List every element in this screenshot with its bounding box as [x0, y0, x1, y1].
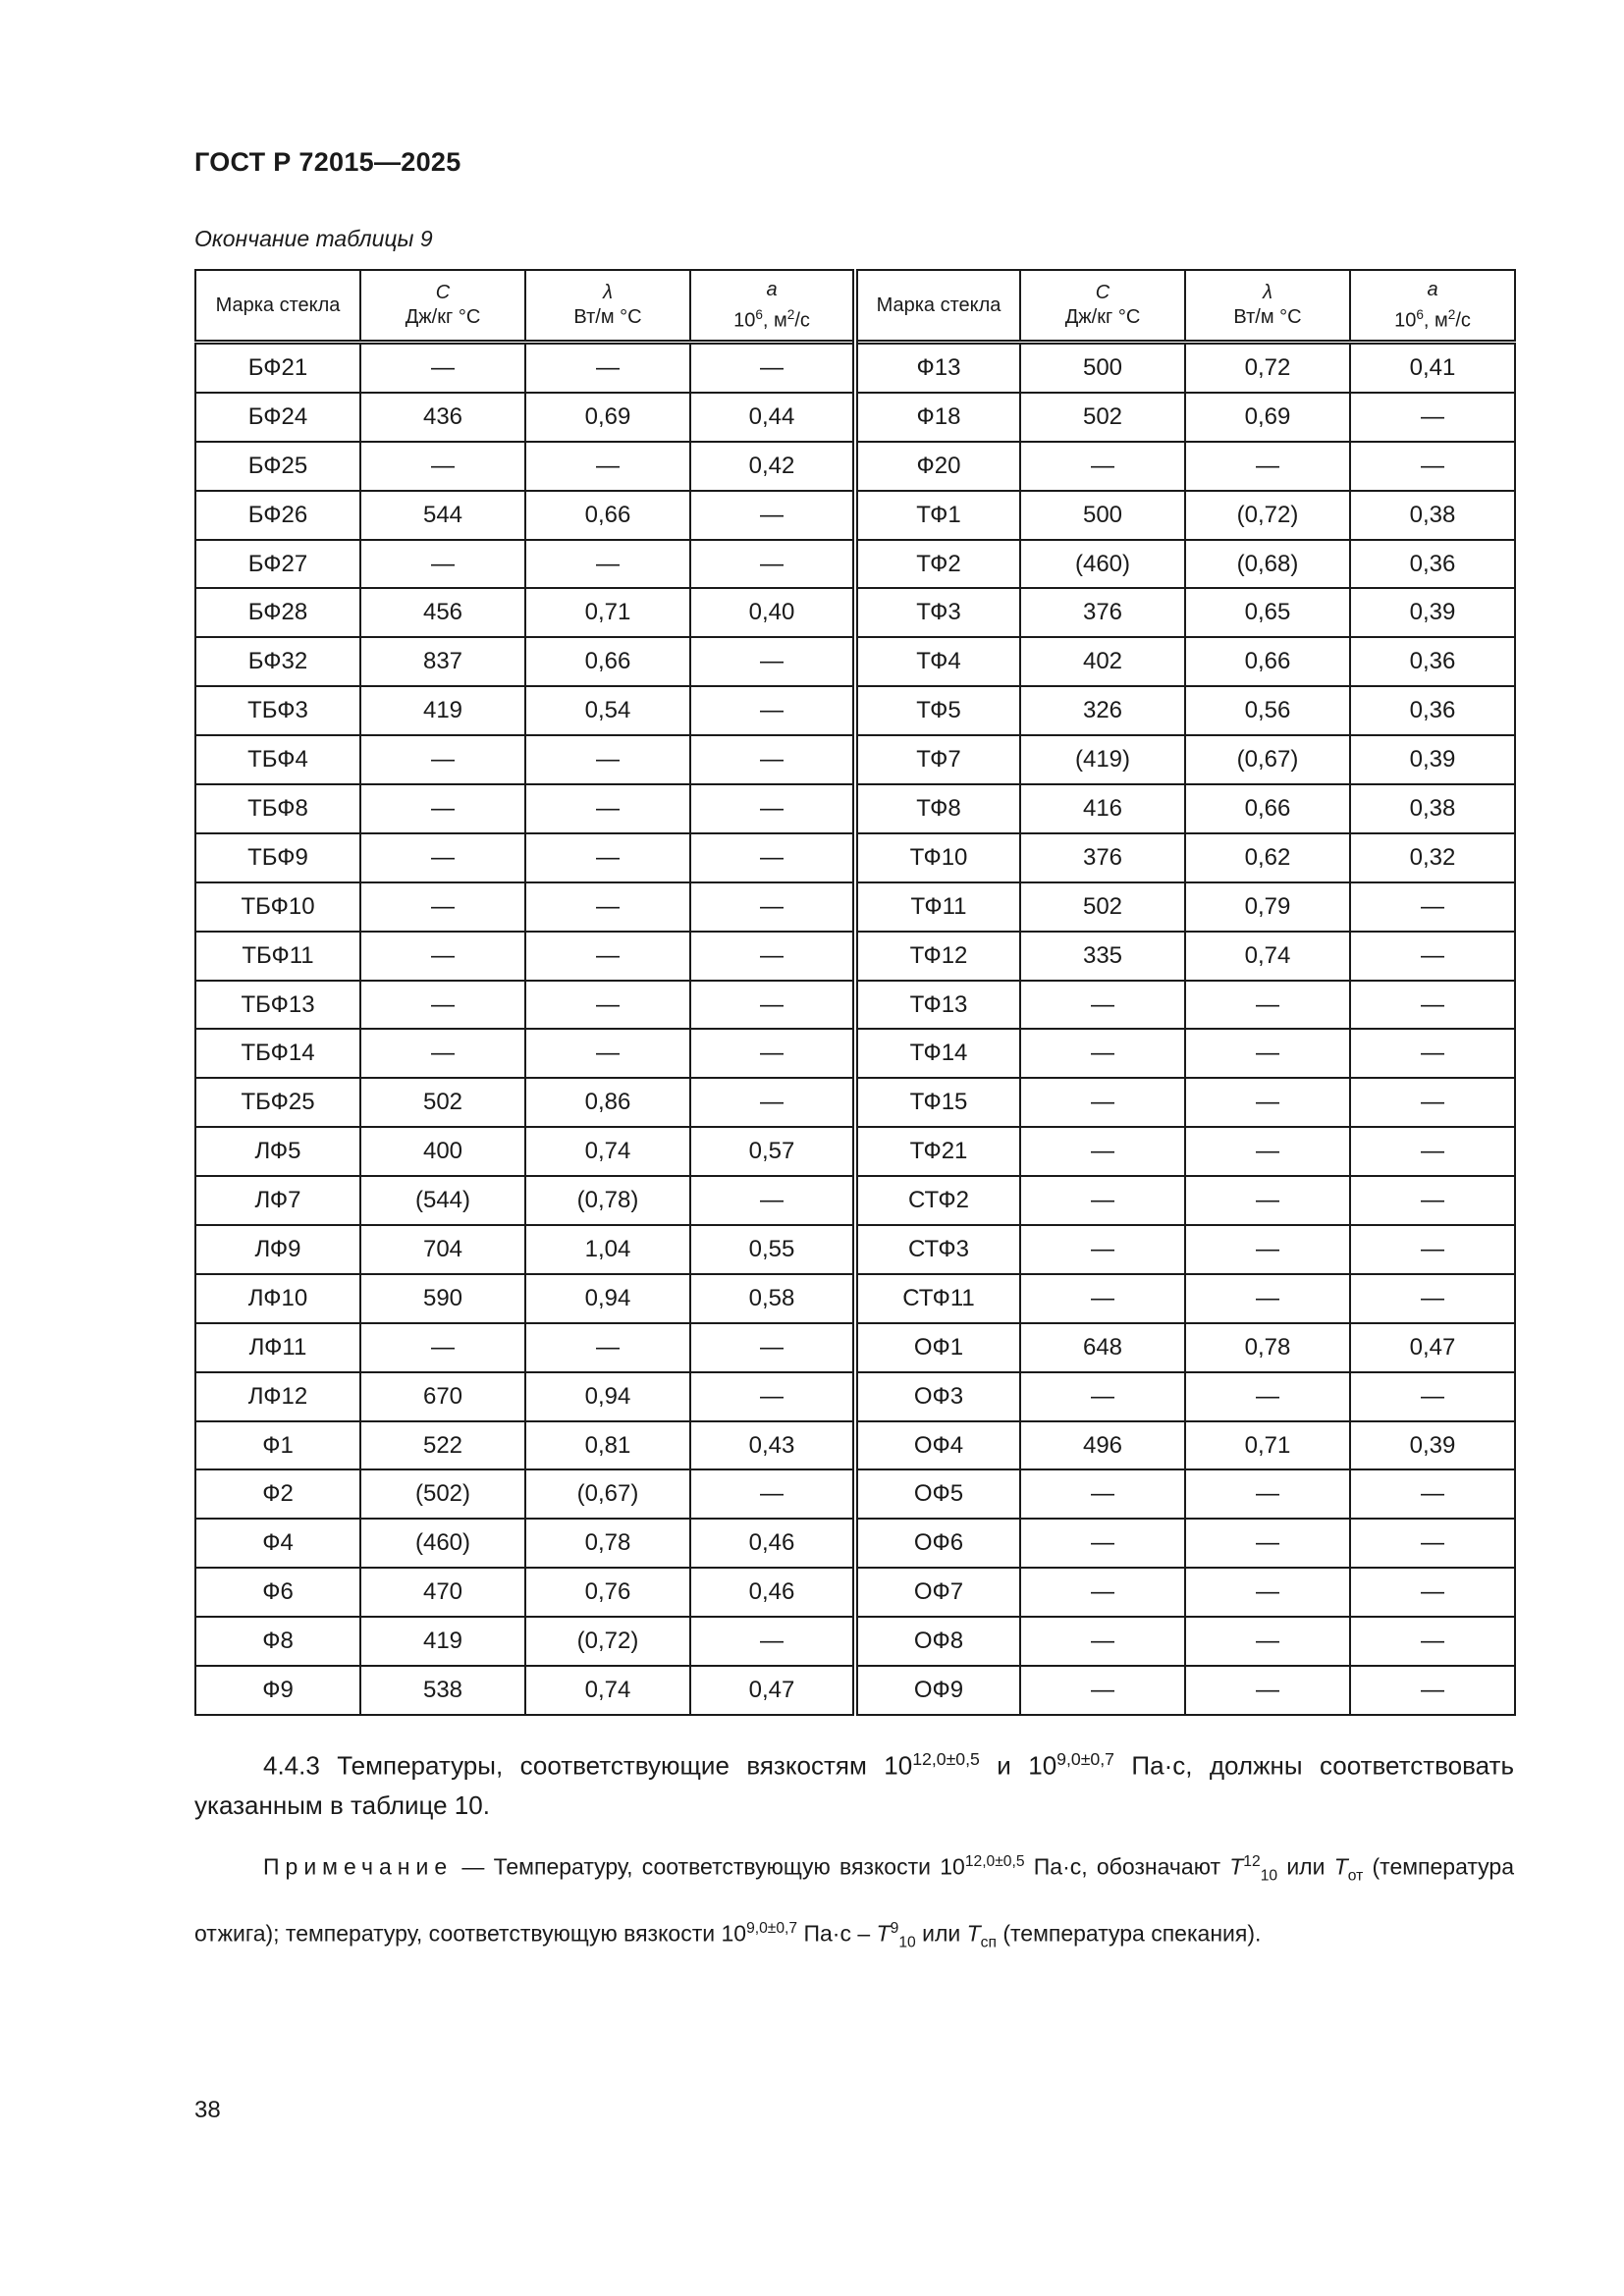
- table-cell: —: [1350, 1225, 1515, 1274]
- table-cell: СТФ2: [855, 1176, 1020, 1225]
- table-cell: ТБФ25: [195, 1078, 360, 1127]
- table-cell: (419): [1020, 735, 1185, 784]
- table-cell: (502): [360, 1469, 525, 1519]
- table-cell: 0,47: [1350, 1323, 1515, 1372]
- table-header-row: [195, 270, 1515, 343]
- table-cell: 0,66: [1185, 637, 1350, 686]
- page-number: 38: [194, 2097, 221, 2123]
- table-cell: СТФ3: [855, 1225, 1020, 1274]
- table-cell: ТБФ11: [195, 932, 360, 981]
- table-cell: 538: [360, 1666, 525, 1715]
- table-cell: 502: [1020, 393, 1185, 442]
- table-cell: 419: [360, 686, 525, 735]
- table-cell: —: [1020, 1568, 1185, 1617]
- table-cell: —: [1350, 1666, 1515, 1715]
- table-row: [195, 1274, 1515, 1323]
- table-cell: —: [525, 442, 690, 491]
- table-cell: —: [1350, 1469, 1515, 1519]
- table-cell: 0,74: [525, 1666, 690, 1715]
- table-cell: —: [690, 1176, 855, 1225]
- document-header: ГОСТ Р 72015—2025: [194, 147, 461, 177]
- table-cell: 0,71: [525, 588, 690, 637]
- table-cell: —: [525, 981, 690, 1030]
- table-row: [195, 686, 1515, 735]
- table-cell: 470: [360, 1568, 525, 1617]
- table-cell: —: [360, 932, 525, 981]
- table-cell: ОФ3: [855, 1372, 1020, 1421]
- table-row: [195, 735, 1515, 784]
- table-cell: 0,43: [690, 1421, 855, 1470]
- table-row: [195, 343, 1515, 393]
- table-cell: БФ24: [195, 393, 360, 442]
- table-cell: 0,78: [1185, 1323, 1350, 1372]
- table-cell: 0,57: [690, 1127, 855, 1176]
- table-row: [195, 1421, 1515, 1470]
- table-cell: 500: [1020, 491, 1185, 540]
- table-cell: ТФ8: [855, 784, 1020, 833]
- table-cell: —: [525, 833, 690, 882]
- table-cell: —: [360, 784, 525, 833]
- table-cell: БФ26: [195, 491, 360, 540]
- table-cell: —: [690, 932, 855, 981]
- table-cell: 402: [1020, 637, 1185, 686]
- table-cell: (0,78): [525, 1176, 690, 1225]
- table-cell: ТФ11: [855, 882, 1020, 932]
- table-cell: —: [360, 540, 525, 589]
- table-cell: 376: [1020, 588, 1185, 637]
- table-cell: 0,39: [1350, 588, 1515, 637]
- table-cell: Ф8: [195, 1617, 360, 1666]
- table-cell: —: [360, 735, 525, 784]
- table-cell: 0,81: [525, 1421, 690, 1470]
- header-lambda-right: [1185, 270, 1350, 343]
- table-cell: 0,42: [690, 442, 855, 491]
- table-row: [195, 833, 1515, 882]
- table-cell: ТФ2: [855, 540, 1020, 589]
- table-cell: —: [1350, 1617, 1515, 1666]
- table-cell: 456: [360, 588, 525, 637]
- table-row: [195, 1078, 1515, 1127]
- table-cell: —: [1350, 1078, 1515, 1127]
- table-cell: —: [360, 1029, 525, 1078]
- table-cell: БФ32: [195, 637, 360, 686]
- table-cell: 0,71: [1185, 1421, 1350, 1470]
- table-cell: 0,36: [1350, 637, 1515, 686]
- table-cell: —: [360, 882, 525, 932]
- table-cell: 837: [360, 637, 525, 686]
- table-cell: 0,69: [525, 393, 690, 442]
- header-c-unit-right: Дж/кг °C: [1064, 306, 1141, 328]
- table-cell: 0,46: [690, 1568, 855, 1617]
- table-cell: —: [1350, 932, 1515, 981]
- table-cell: ОФ6: [855, 1519, 1020, 1568]
- table-cell: —: [1350, 1127, 1515, 1176]
- table-cell: (0,67): [525, 1469, 690, 1519]
- table-cell: 0,69: [1185, 393, 1350, 442]
- table-cell: —: [525, 882, 690, 932]
- table-cell: —: [690, 735, 855, 784]
- table-cell: 0,47: [690, 1666, 855, 1715]
- table-cell: 0,38: [1350, 784, 1515, 833]
- table-cell: —: [690, 1029, 855, 1078]
- table-cell: —: [1185, 981, 1350, 1030]
- table-cell: 0,65: [1185, 588, 1350, 637]
- table-row: [195, 1176, 1515, 1225]
- table-row: [195, 491, 1515, 540]
- table-cell: 590: [360, 1274, 525, 1323]
- table-cell: —: [690, 686, 855, 735]
- table-cell: —: [1185, 1469, 1350, 1519]
- table-row: [195, 784, 1515, 833]
- table-cell: 335: [1020, 932, 1185, 981]
- table-cell: —: [525, 784, 690, 833]
- table-cell: ТФ21: [855, 1127, 1020, 1176]
- table-cell: 670: [360, 1372, 525, 1421]
- table-cell: —: [360, 833, 525, 882]
- table-cell: —: [690, 540, 855, 589]
- table-row: [195, 1666, 1515, 1715]
- header-a-unit: $10^6$, $м^2/с$: [733, 306, 810, 332]
- table-cell: —: [360, 442, 525, 491]
- table-cell: —: [690, 1617, 855, 1666]
- table-cell: Ф1: [195, 1421, 360, 1470]
- table-cell: —: [525, 932, 690, 981]
- table-cell: 0,62: [1185, 833, 1350, 882]
- table-cell: 0,55: [690, 1225, 855, 1274]
- table-cell: 0,39: [1350, 1421, 1515, 1470]
- table-cell: 400: [360, 1127, 525, 1176]
- table-9: [194, 269, 1516, 1716]
- table-cell: ОФ1: [855, 1323, 1020, 1372]
- table-cell: ТФ1: [855, 491, 1020, 540]
- table-cell: (544): [360, 1176, 525, 1225]
- table-cell: ТФ7: [855, 735, 1020, 784]
- table-cell: ТБФ8: [195, 784, 360, 833]
- table-cell: —: [1350, 981, 1515, 1030]
- table-cell: —: [690, 491, 855, 540]
- table-cell: (0,72): [525, 1617, 690, 1666]
- header-a-symbol-right: a: [1427, 278, 1438, 300]
- table-cell: —: [1020, 1372, 1185, 1421]
- table-cell: 0,66: [525, 491, 690, 540]
- table-row: [195, 1323, 1515, 1372]
- table-cell: —: [525, 540, 690, 589]
- table-cell: (460): [1020, 540, 1185, 589]
- table-cell: —: [1185, 1127, 1350, 1176]
- table-cell: (460): [360, 1519, 525, 1568]
- table-cell: —: [1020, 1127, 1185, 1176]
- table-cell: 0,72: [1185, 343, 1350, 393]
- table-cell: 0,78: [525, 1519, 690, 1568]
- table-cell: 502: [1020, 882, 1185, 932]
- table-cell: 704: [360, 1225, 525, 1274]
- table-cell: ОФ7: [855, 1568, 1020, 1617]
- header-mark: Марка стекла: [195, 270, 360, 343]
- header-c-symbol: C: [435, 282, 451, 303]
- table-cell: ЛФ12: [195, 1372, 360, 1421]
- table-cell: 522: [360, 1421, 525, 1470]
- table-cell: 500: [1020, 343, 1185, 393]
- table-row: [195, 393, 1515, 442]
- table-cell: —: [1020, 981, 1185, 1030]
- header-lambda-symbol-right: λ: [1263, 282, 1272, 303]
- table-row: [195, 540, 1515, 589]
- table-cell: ЛФ10: [195, 1274, 360, 1323]
- table-cell: —: [1020, 1666, 1185, 1715]
- table-cell: —: [1350, 442, 1515, 491]
- table-cell: 0,66: [525, 637, 690, 686]
- table-cell: —: [1185, 1568, 1350, 1617]
- table-cell: ТФ4: [855, 637, 1020, 686]
- table-cell: —: [1185, 1666, 1350, 1715]
- table-cell: 0,46: [690, 1519, 855, 1568]
- header-c: [360, 270, 525, 343]
- header-c-symbol-right: C: [1095, 282, 1110, 303]
- header-mark-right: Марка стекла: [855, 270, 1020, 343]
- table-cell: 0,74: [525, 1127, 690, 1176]
- table-cell: 0,41: [1350, 343, 1515, 393]
- note-label: Примечание: [263, 1853, 454, 1880]
- table-cell: ТБФ9: [195, 833, 360, 882]
- table-row: [195, 981, 1515, 1030]
- table-cell: —: [525, 735, 690, 784]
- table-row: [195, 1617, 1515, 1666]
- header-c-unit: Дж/кг °C: [405, 306, 481, 328]
- table-cell: 0,94: [525, 1372, 690, 1421]
- table-cell: —: [1020, 1469, 1185, 1519]
- table-cell: —: [1020, 1029, 1185, 1078]
- table-cell: —: [690, 343, 855, 393]
- table-cell: —: [360, 1323, 525, 1372]
- table-cell: ТБФ4: [195, 735, 360, 784]
- table-cell: —: [1020, 1617, 1185, 1666]
- table-cell: —: [1185, 442, 1350, 491]
- table-cell: 0,54: [525, 686, 690, 735]
- table-cell: —: [360, 981, 525, 1030]
- table-row: [195, 1372, 1515, 1421]
- table-cell: ОФ4: [855, 1421, 1020, 1470]
- table-cell: —: [1350, 1372, 1515, 1421]
- table-cell: —: [525, 1323, 690, 1372]
- table-cell: —: [690, 637, 855, 686]
- table-cell: —: [690, 981, 855, 1030]
- table-row: [195, 1568, 1515, 1617]
- table-cell: БФ28: [195, 588, 360, 637]
- table-cell: 0,36: [1350, 540, 1515, 589]
- table-cell: 436: [360, 393, 525, 442]
- table-cell: 0,40: [690, 588, 855, 637]
- table-cell: СТФ11: [855, 1274, 1020, 1323]
- table-cell: —: [1185, 1176, 1350, 1225]
- table-cell: 0,66: [1185, 784, 1350, 833]
- table-cell: Ф20: [855, 442, 1020, 491]
- table-cell: ТФ3: [855, 588, 1020, 637]
- note: Примечание — Температуру, соответствующую вязкости $10^{12,0\pm 0,5}$ Па·с, обозначают $T^{12}_{10}$ или $T_{от}$ (температура отжига); температуру, соответствующую вязкости $10^{9,0\pm 0,7}$ $Па\cdot с - T^9_{10}$ или $T_{сп}$ (температура спекания).: [194, 1853, 1514, 1951]
- table-cell: ЛФ5: [195, 1127, 360, 1176]
- table-cell: —: [1020, 1176, 1185, 1225]
- table-cell: —: [1185, 1519, 1350, 1568]
- table-cell: БФ27: [195, 540, 360, 589]
- table-row: [195, 1127, 1515, 1176]
- table-cell: Ф6: [195, 1568, 360, 1617]
- table-row: [195, 588, 1515, 637]
- table-cell: Ф13: [855, 343, 1020, 393]
- table-row: [195, 1029, 1515, 1078]
- table-cell: —: [1350, 1029, 1515, 1078]
- table-cell: Ф9: [195, 1666, 360, 1715]
- table-cell: —: [1350, 1274, 1515, 1323]
- table-cell: —: [525, 1029, 690, 1078]
- table-cell: —: [690, 784, 855, 833]
- table-cell: —: [690, 1323, 855, 1372]
- table-cell: 648: [1020, 1323, 1185, 1372]
- table-cell: 502: [360, 1078, 525, 1127]
- table-cell: 0,79: [1185, 882, 1350, 932]
- header-lambda-symbol: λ: [603, 282, 613, 303]
- table-cell: ТФ10: [855, 833, 1020, 882]
- header-lambda: [525, 270, 690, 343]
- table-cell: —: [360, 343, 525, 393]
- header-a: [690, 270, 855, 343]
- header-a-right: [1350, 270, 1515, 343]
- table-row: [195, 442, 1515, 491]
- table-cell: ТФ5: [855, 686, 1020, 735]
- table-cell: —: [1020, 1274, 1185, 1323]
- table-cell: ТФ15: [855, 1078, 1020, 1127]
- table-cell: —: [1020, 442, 1185, 491]
- table-cell: 0,39: [1350, 735, 1515, 784]
- table-cell: ОФ9: [855, 1666, 1020, 1715]
- table-cell: ЛФ9: [195, 1225, 360, 1274]
- table-cell: —: [1185, 1225, 1350, 1274]
- table-cell: ТБФ10: [195, 882, 360, 932]
- table-row: [195, 1469, 1515, 1519]
- table-cell: 0,74: [1185, 932, 1350, 981]
- table-cell: ЛФ7: [195, 1176, 360, 1225]
- table-cell: ОФ5: [855, 1469, 1020, 1519]
- table-cell: 376: [1020, 833, 1185, 882]
- table-cell: —: [690, 882, 855, 932]
- table-cell: ТФ13: [855, 981, 1020, 1030]
- table-row: [195, 932, 1515, 981]
- table-cell: ОФ8: [855, 1617, 1020, 1666]
- table-cell: —: [1350, 882, 1515, 932]
- table-cell: ТБФ3: [195, 686, 360, 735]
- paragraph-4-4-3: 4.4.3 Температуры, соответствующие вязкостям $10^{12,0\pm 0,5}$ и $10^{9,0\pm 0,7}$ Па·с, должны соответствовать указанным в таблице 10.: [194, 1749, 1515, 1820]
- table-cell: —: [525, 343, 690, 393]
- table-cell: 416: [1020, 784, 1185, 833]
- table-cell: 544: [360, 491, 525, 540]
- header-a-unit-right: $10^6$, $м^2/с$: [1394, 306, 1471, 332]
- table-cell: —: [1350, 1568, 1515, 1617]
- table-cell: —: [1350, 1519, 1515, 1568]
- table-row: [195, 1519, 1515, 1568]
- table-cell: 0,76: [525, 1568, 690, 1617]
- table-cell: Ф4: [195, 1519, 360, 1568]
- table-cell: —: [1185, 1029, 1350, 1078]
- table-cell: (0,68): [1185, 540, 1350, 589]
- table-cell: —: [1350, 1176, 1515, 1225]
- table-cell: —: [690, 1372, 855, 1421]
- table-cell: БФ25: [195, 442, 360, 491]
- table-cell: —: [1020, 1519, 1185, 1568]
- table-cell: (0,72): [1185, 491, 1350, 540]
- table-cell: —: [690, 1469, 855, 1519]
- table-cell: —: [1185, 1078, 1350, 1127]
- header-c-right: [1020, 270, 1185, 343]
- table-caption: Окончание таблицы 9: [194, 226, 433, 251]
- table-cell: 0,36: [1350, 686, 1515, 735]
- table-cell: —: [1185, 1372, 1350, 1421]
- table-cell: БФ21: [195, 343, 360, 393]
- table-cell: ТБФ13: [195, 981, 360, 1030]
- table-cell: 1,04: [525, 1225, 690, 1274]
- table-cell: 0,56: [1185, 686, 1350, 735]
- table-cell: —: [1185, 1617, 1350, 1666]
- table-cell: (0,67): [1185, 735, 1350, 784]
- table-cell: —: [690, 1078, 855, 1127]
- table-row: [195, 1225, 1515, 1274]
- header-lambda-unit-right: Вт/м °C: [1233, 306, 1302, 328]
- header-lambda-unit: Вт/м °C: [573, 306, 642, 328]
- table-cell: ТФ14: [855, 1029, 1020, 1078]
- table-cell: 0,32: [1350, 833, 1515, 882]
- table-cell: 0,58: [690, 1274, 855, 1323]
- table-cell: 496: [1020, 1421, 1185, 1470]
- table-cell: —: [1350, 393, 1515, 442]
- table-cell: ТФ12: [855, 932, 1020, 981]
- header-a-symbol: a: [766, 278, 778, 300]
- table-cell: ЛФ11: [195, 1323, 360, 1372]
- table-row: [195, 637, 1515, 686]
- table-cell: Ф2: [195, 1469, 360, 1519]
- table-cell: —: [1185, 1274, 1350, 1323]
- table-cell: 0,94: [525, 1274, 690, 1323]
- table-cell: 419: [360, 1617, 525, 1666]
- table-cell: 0,38: [1350, 491, 1515, 540]
- table-cell: ТБФ14: [195, 1029, 360, 1078]
- table-cell: 0,44: [690, 393, 855, 442]
- table-cell: —: [690, 833, 855, 882]
- table-cell: 326: [1020, 686, 1185, 735]
- table-cell: —: [1020, 1078, 1185, 1127]
- table-cell: Ф18: [855, 393, 1020, 442]
- table-row: [195, 882, 1515, 932]
- table-cell: —: [1020, 1225, 1185, 1274]
- table-cell: 0,86: [525, 1078, 690, 1127]
